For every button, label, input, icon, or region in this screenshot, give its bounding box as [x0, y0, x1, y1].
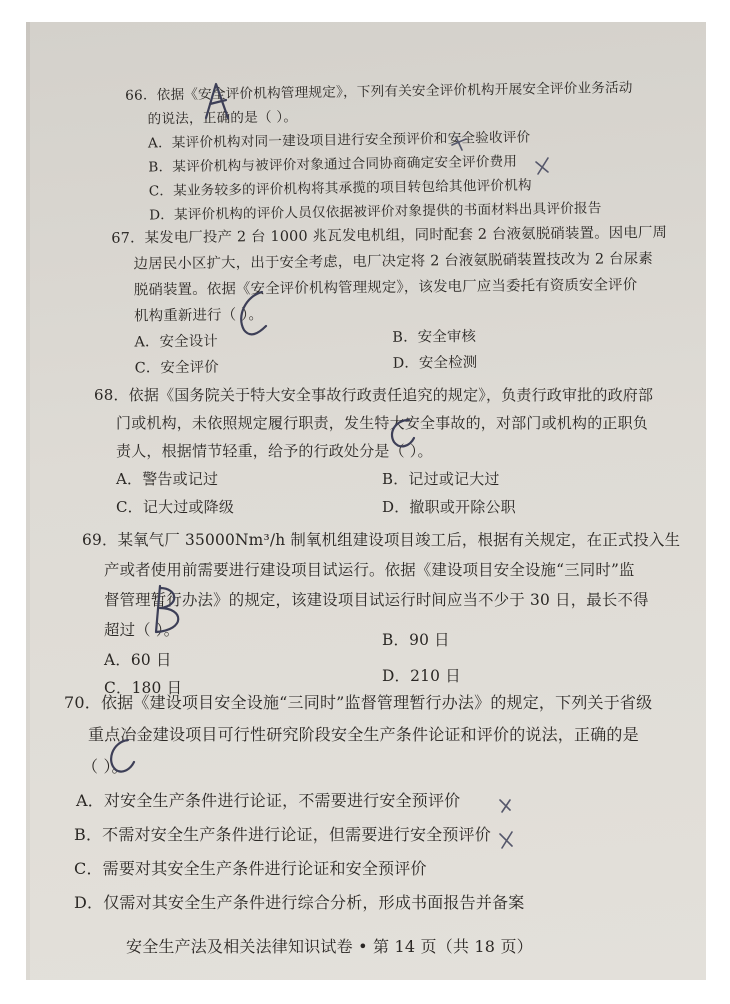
page-footer: 安全生产法及相关法律知识试卷 • 第 14 页（共 18 页）: [126, 937, 533, 956]
question-67-option-c: C．安全评价: [134, 359, 219, 377]
question-70-stem-line-2: 重点冶金建设项目可行性研究阶段安全生产条件论证和评价的说法，正确的是: [88, 725, 639, 744]
question-70-option-c: C．需要对其安全生产条件进行论证和安全预评价: [74, 859, 427, 878]
question-66-stem-line-2: 的说法，正确的是（ ）。: [147, 109, 298, 128]
question-68-stem-line-2: 门或机构，未依照规定履行职责，发生特大安全事故的，对部门或机构的正职负: [116, 414, 649, 432]
question-70-option-b: B．不需对安全生产条件进行论证，但需要进行安全预评价: [74, 825, 491, 844]
question-69-option-b: B．90 日: [382, 631, 450, 649]
question-69-stem-line-2: 产或者使用前需要进行建设项目试运行。依据《建设项目安全设施“三同时”监: [104, 561, 635, 579]
question-68-option-d: D．撤职或开除公职: [382, 498, 516, 516]
question-70-option-d: D．仅需对其安全生产条件进行综合分析，形成书面报告并备案: [74, 893, 525, 912]
question-69-stem-line-4: 超过（ ）。: [104, 621, 180, 639]
question-70-option-a: A．对安全生产条件进行论证，不需要进行安全预评价: [76, 791, 461, 810]
question-68-stem-line-3: 责人，根据情节轻重，给予的行政处分是（ ）。: [116, 442, 433, 460]
exam-page-photo: [26, 22, 706, 980]
question-66-stem-line-1: 66．依据《安全评价机构管理规定》，下列有关安全评价机构开展安全评价业务活动: [125, 79, 633, 104]
question-67-stem-line-1: 67．某发电厂投产 2 台 1000 兆瓦发电机组，同时配套 2 台液氨脱硝装置。因电厂周: [111, 224, 668, 247]
question-68-option-b: B．记过或记大过: [382, 470, 500, 488]
question-68-option-a: A．警告或记过: [116, 470, 219, 488]
question-67-option-a: A．安全设计: [134, 333, 219, 351]
question-66-option-b: B．某评价机构与被评价对象通过合同协商确定安全评价费用: [148, 153, 518, 176]
page-text: [30, 22, 706, 980]
question-70-stem-line-3: （ ）。: [82, 757, 128, 776]
question-69-stem-line-3: 督管理暂行办法》的规定，该建设项目试运行时间应当不少于 30 日，最长不得: [104, 591, 649, 609]
question-69-option-c: C．180 日: [104, 679, 183, 697]
question-70-stem-line-1: 70．依据《建设项目安全设施“三同时”监督管理暂行办法》的规定，下列关于省级: [64, 693, 653, 712]
paper-sheet: [30, 22, 706, 980]
question-67-stem-line-3: 脱硝装置。依据《安全评价机构管理规定》，该发电厂应当委托有资质安全评价: [133, 277, 638, 299]
question-69-option-d: D．210 日: [382, 667, 461, 685]
question-67-option-d: D．安全检测: [392, 354, 478, 372]
question-69-option-a: A．60 日: [104, 651, 172, 669]
question-68-stem-line-1: 68．依据《国务院关于特大安全事故行政责任追究的规定》，负责行政审批的政府部: [94, 386, 654, 404]
question-66-option-d: D．某评价机构的评价人员仅依据被评价对象提供的书面材料出具评价报告: [149, 200, 602, 224]
question-68-option-c: C．记大过或降级: [116, 498, 235, 516]
question-69-stem-line-1: 69．某氧气厂 35000Nm³/h 制氧机组建设项目竣工后，根据有关规定，在正式投入生: [82, 531, 681, 549]
question-66-option-a: A．某评价机构对同一建设项目进行安全预评价和安全验收评价: [147, 129, 531, 152]
question-67-option-b: B．安全审核: [392, 328, 477, 346]
question-67-stem-line-4: 机构重新进行（ ）。: [134, 307, 264, 325]
question-66-option-c: C．某业务较多的评价机构将其承揽的项目转包给其他评价机构: [148, 177, 532, 200]
question-67-stem-line-2: 边居民小区扩大，出于安全考虑，电厂决定将 2 台液氨脱硝装置技改为 2 台尿素: [133, 251, 653, 273]
